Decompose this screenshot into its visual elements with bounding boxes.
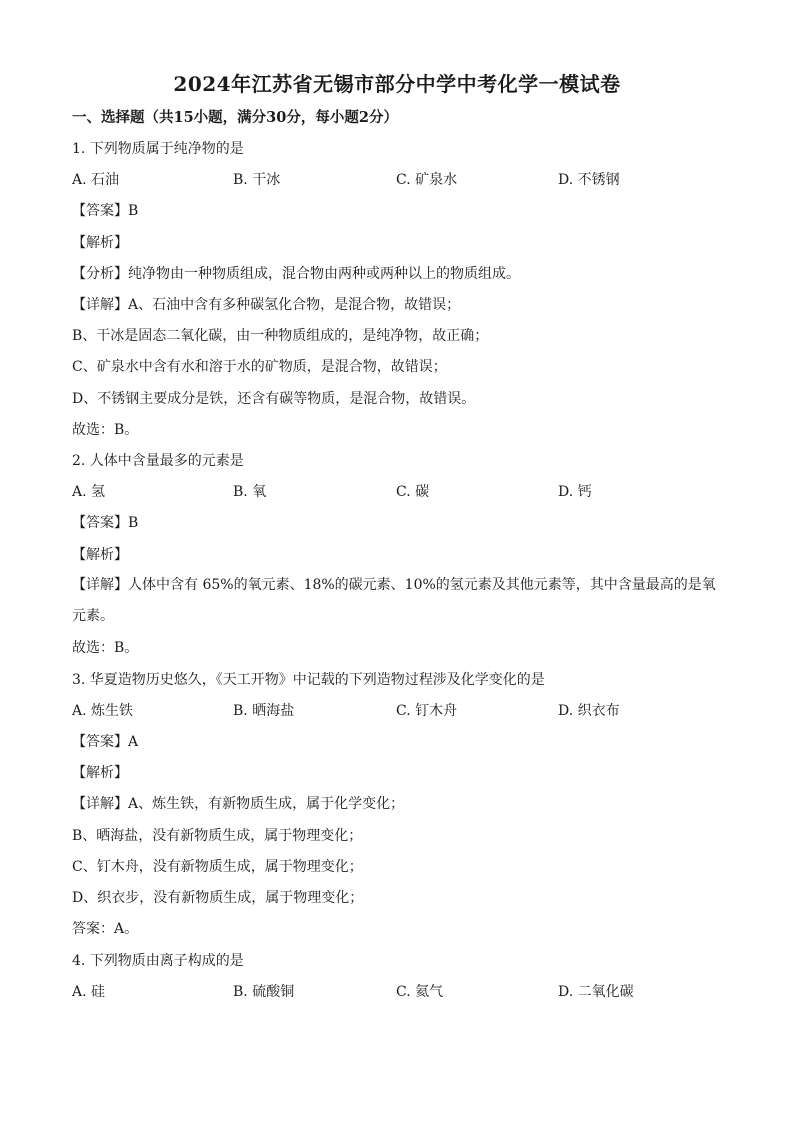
question-4-option-d: D. 二氧化碳 <box>558 984 634 1000</box>
question-2-analysis-label: 【解析】 <box>72 547 128 563</box>
question-2-conclusion: 故选：B。 <box>72 640 139 656</box>
question-4-option-a: A. 硅 <box>72 984 106 1000</box>
question-3-analysis-line: 【详解】A、炼生铁，有新物质生成，属于化学变化； <box>72 796 405 812</box>
question-2-option-d: D. 钙 <box>558 484 592 500</box>
question-1-option-c: C. 矿泉水 <box>396 172 458 188</box>
question-3-option-d: D. 织衣布 <box>558 703 620 719</box>
question-3-answer: 【答案】A <box>72 734 139 750</box>
question-3-analysis-line: C、钉木舟，没有新物质生成，属于物理变化； <box>72 859 363 875</box>
question-1-analysis-line: D、不锈钢主要成分是铁，还含有碳等物质，是混合物，故错误。 <box>72 391 476 407</box>
section-heading: 一、选择题（共15小题，满分30分，每小题2分） <box>72 109 398 126</box>
question-3-analysis-line: B、晒海盐，没有新物质生成，属于物理变化； <box>72 828 363 844</box>
question-1-stem: 1. 下列物质属于纯净物的是 <box>72 141 244 157</box>
question-3-stem: 3. 华夏造物历史悠久，《天工开物》中记载的下列造物过程涉及化学变化的是 <box>72 672 545 688</box>
question-1-analysis-label: 【解析】 <box>72 235 128 251</box>
question-1-option-a: A. 石油 <box>72 172 120 188</box>
question-3-option-c: C. 钉木舟 <box>396 703 458 719</box>
question-1-analysis-line: C、矿泉水中含有水和溶于水的矿物质，是混合物，故错误； <box>72 359 447 375</box>
question-4-option-b: B. 硫酸铜 <box>233 984 295 1000</box>
question-1-answer: 【答案】B <box>72 203 139 219</box>
question-3-option-b: B. 晒海盐 <box>233 703 295 719</box>
question-1-analysis-line: 【分析】纯净物由一种物质组成，混合物由两种或两种以上的物质组成。 <box>72 266 520 282</box>
question-3-analysis-line: D、织衣步，没有新物质生成，属于物理变化； <box>72 890 364 906</box>
question-1-option-d: D. 不锈钢 <box>558 172 620 188</box>
question-1-analysis-line: 【详解】A、石油中含有多种碳氢化合物，是混合物，故错误； <box>72 297 461 313</box>
page-title: 2024年江苏省无锡市部分中学中考化学一模试卷 <box>173 72 621 96</box>
question-1-conclusion: 故选：B。 <box>72 422 139 438</box>
question-2-detail: 【详解】人体中含有 65%的氧元素、18%的碳元素、10%的氢元素及其他元素等，其中含量最高的是氧元素。 <box>72 577 716 624</box>
question-1-option-b: B. 干冰 <box>233 172 281 188</box>
question-4-option-c: C. 氦气 <box>396 984 444 1000</box>
question-3-option-a: A. 炼生铁 <box>72 703 134 719</box>
question-2-option-b: B. 氧 <box>233 484 267 500</box>
question-4-stem: 4. 下列物质由离子构成的是 <box>72 953 244 969</box>
question-2-option-c: C. 碳 <box>396 484 430 500</box>
question-3-conclusion: 答案：A。 <box>72 921 139 937</box>
question-3-analysis-label: 【解析】 <box>72 765 128 781</box>
question-2-answer: 【答案】B <box>72 515 139 531</box>
question-2-stem: 2. 人体中含量最多的元素是 <box>72 453 244 469</box>
question-2-option-a: A. 氢 <box>72 484 106 500</box>
question-1-analysis-line: B、干冰是固态二氧化碳，由一种物质组成的，是纯净物，故正确； <box>72 328 489 344</box>
